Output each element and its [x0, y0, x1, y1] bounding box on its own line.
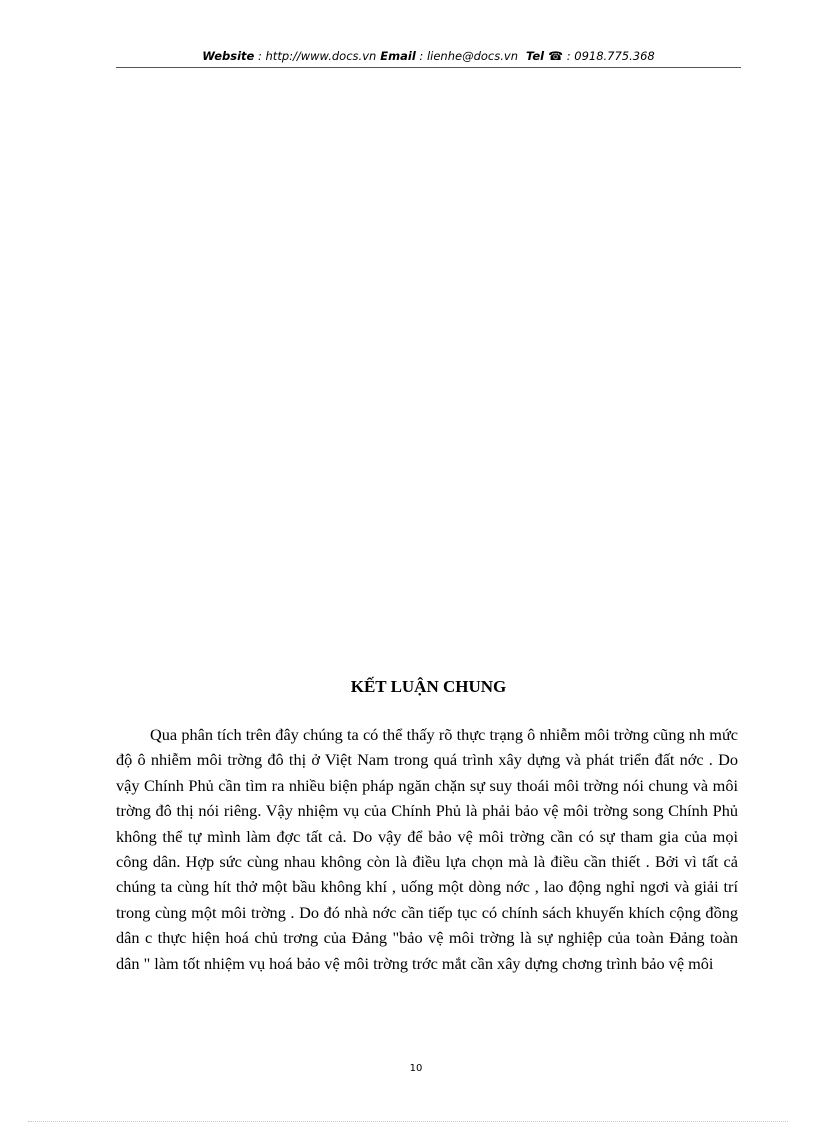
website-label: Website	[202, 49, 255, 63]
email-separator: :	[415, 49, 427, 63]
website-separator: :	[254, 49, 266, 63]
phone-icon: ☎	[548, 49, 564, 63]
email-label: Email	[380, 49, 416, 63]
page-number: 10	[409, 1063, 423, 1074]
page-bottom-divider	[28, 1121, 788, 1122]
email-address[interactable]: lienhe@docs.vn	[426, 49, 518, 63]
website-url[interactable]: http://www.docs.vn	[265, 49, 377, 63]
tel-separator: :	[563, 49, 575, 63]
body-paragraph: Qua phân tích trên đây chúng ta có thể thấy rõ thực trạng ô nhiễm môi trờng cũng nh mức độ ô nhiễm môi trờng đô thị ở Việt Nam trong quá trình xây dựng và phát triển đất nớc . Do vậy Chính Phủ cần tìm ra nhiều biện pháp ngăn chặn sự suy thoái môi trờng nói chung và môi trờng đô thị nói riêng. Vậy nhiệm vụ của Chính Phủ là phải bảo vệ môi trờng song Chính Phủ không thể tự mình làm đợc tất cả. Do vậy để bảo vệ môi trờng cần có sự tham gia của mọi công dân. Hợp sức cùng nhau không còn là điều lựa chọn mà là điều cần thiết . Bởi vì tất cả chúng ta cùng hít thở một bầu không khí , uống một dòng nớc , lao động nghỉ ngơi và giải trí trong cùng một môi trờng . Do đó nhà nớc cần tiếp tục có chính sách khuyến khích cộng đồng dân c thực hiện hoá chủ trơng của Đảng "bảo vệ môi trờng là sự nghiệp của toàn Đảng toàn dân " làm tốt nhiệm vụ hoá bảo vệ môi trờng trớc mắt cần xây dựng chơng trình bảo vệ môi	[116, 725, 738, 973]
tel-label: Tel	[526, 49, 545, 63]
document-title: KẾT LUẬN CHUNG	[350, 677, 507, 696]
page-header	[116, 47, 741, 68]
tel-number: 0918.775.368	[574, 49, 655, 63]
